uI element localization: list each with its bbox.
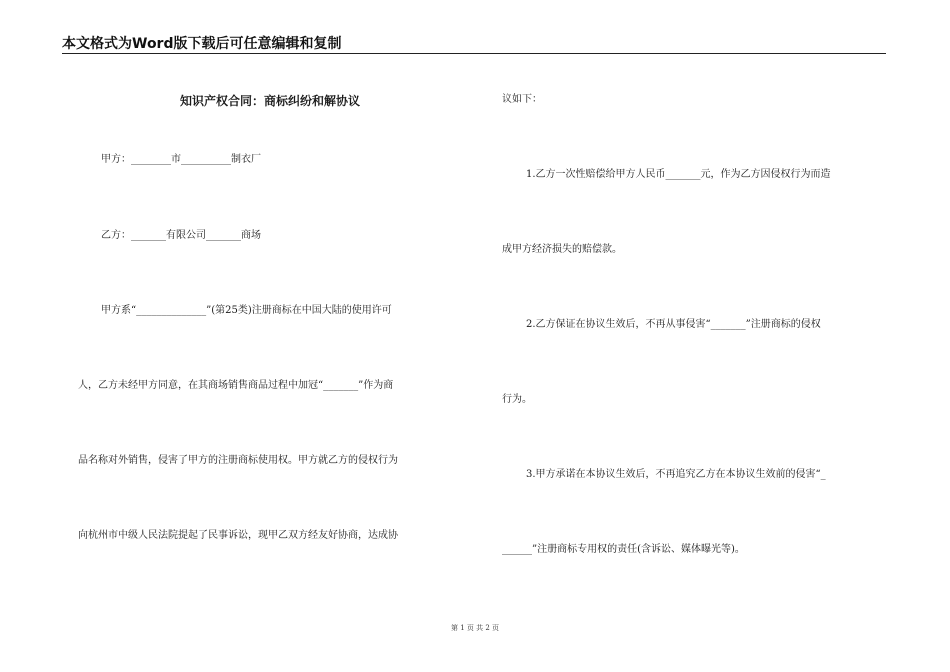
clause-3-line: 3.甲方承诺在本协议生效后，不再追究乙方在本协议生效前的侵害“_	[526, 469, 826, 480]
body-text-line: 品名称对外销售，侵害了甲方的注册商标使用权。甲方就乙方的侵权行为	[78, 455, 398, 466]
body-text-line: 甲方系“______________”(第25类)注册商标在中国大陆的使用许可	[101, 305, 392, 316]
body-text-line: ______”注册商标专用权的责任(含诉讼、媒体曝光等)。	[502, 544, 745, 555]
body-text-line: 成甲方经济损失的赔偿款。	[502, 244, 622, 255]
party-a-line: 甲方：________市__________制衣厂	[101, 154, 261, 165]
body-text-line: 议如下：	[502, 94, 542, 105]
document-title: 知识产权合同：商标纠纷和解协议	[179, 94, 360, 108]
clause-2-line: 2.乙方保证在协议生效后，不再从事侵害“_______”注册商标的侵权	[526, 319, 821, 330]
body-text-line: 行为。	[502, 394, 532, 405]
body-text-line: 人，乙方未经甲方同意，在其商场销售商品过程中加冠“_______”作为商	[78, 380, 394, 391]
clause-1-line: 1.乙方一次性赔偿给甲方人民币_______元，作为乙方因侵权行为而造	[526, 169, 831, 180]
party-b-line: 乙方：_______有限公司_______商场	[101, 230, 261, 241]
header-divider	[62, 53, 886, 54]
page-header: 本文格式为Word版下载后可任意编辑和复制	[62, 36, 342, 52]
page-number: 第 1 页 共 2 页	[450, 624, 500, 632]
body-text-line: 向杭州市中级人民法院提起了民事诉讼，现甲乙双方经友好协商，达成协	[78, 530, 398, 541]
